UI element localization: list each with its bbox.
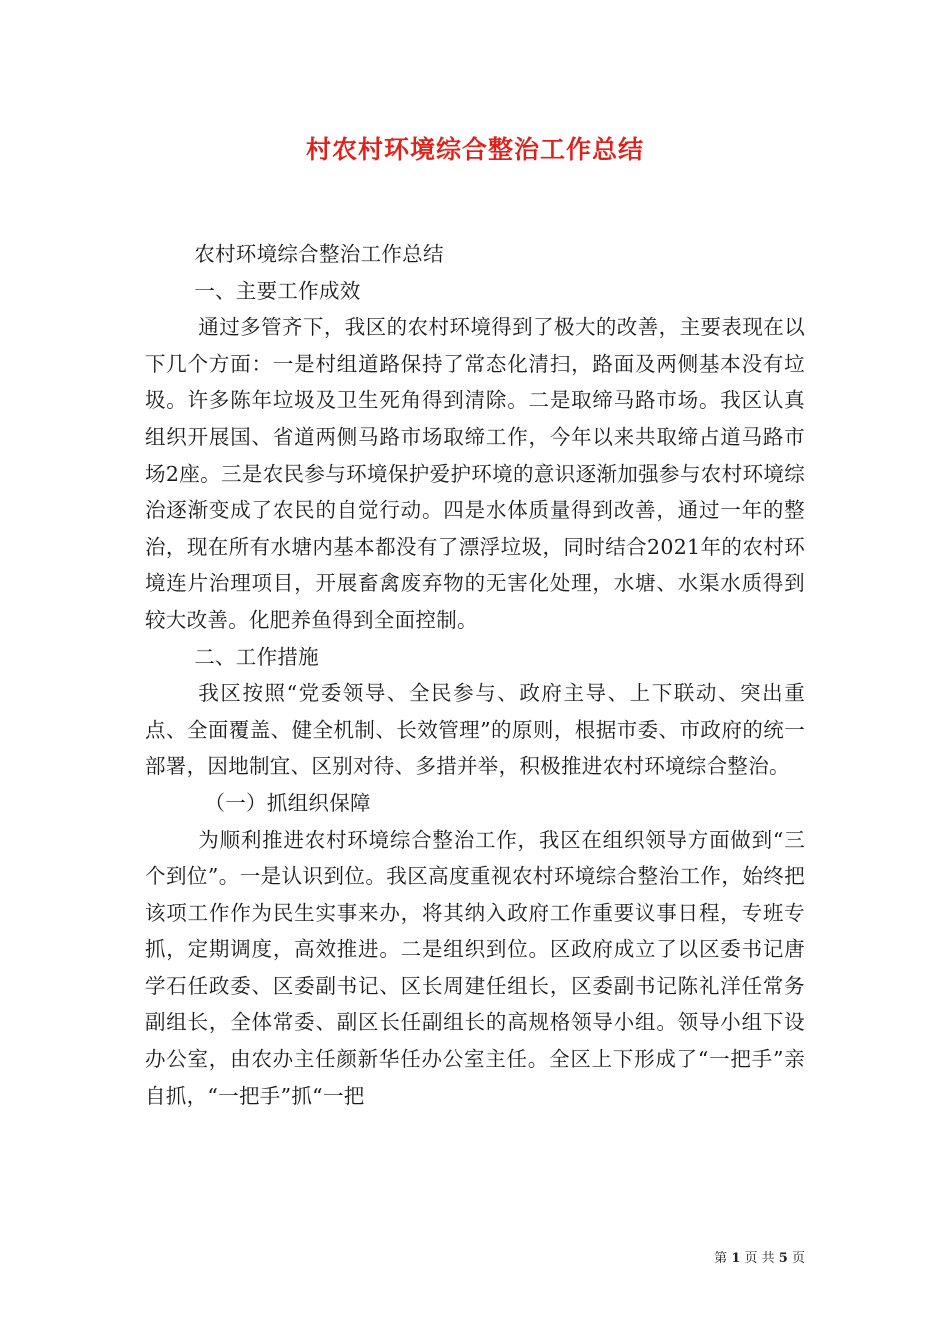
section-paragraph-2: 我区按照“党委领导、全民参与、政府主导、上下联动、突出重点、全面覆盖、健全机制、长效管理”的原则，根据市委、市政府的统一部署，因地制宜、区别对待、多措并举，积极推进农村环境综合整治。 [145, 681, 805, 779]
document-subtitle: 农村环境综合整治工作总结 [194, 242, 444, 266]
document-body [145, 236, 805, 1114]
section-heading-2: 二、工作措施 [194, 644, 319, 669]
footer-current-page: 1 [731, 1251, 741, 1266]
page-footer [714, 1247, 805, 1266]
section-heading-1: 一、主要工作成效 [194, 278, 361, 303]
footer-total-pages: 5 [778, 1251, 788, 1266]
footer-prefix: 第 [714, 1251, 728, 1266]
document-title: 村农村环境综合整治工作总结 [305, 135, 644, 164]
footer-middle: 页 共 [744, 1251, 775, 1266]
footer-suffix: 页 [791, 1251, 805, 1266]
subsection-heading-1: （一）抓组织保障 [204, 790, 371, 815]
subsection-paragraph-1: 为顺利推进农村环境综合整治工作，我区在组织领导方面做到“三个到位”。一是认识到位。我区高度重视农村环境综合整治工作，始终把该项工作作为民生实事来办，将其纳入政府工作重要议事日程，专班专抓，定期调度，高效推进。二是组织到位。区政府成立了以区委书记唐学石任政委、区委副书记、区长周建任组长，区委副书记陈礼洋任常务副组长，全体常委、副区长任副组长的高规格领导小组。领导小组下设办公室，由农办主任颜新华任办公室主任。全区上下形成了“一把手”亲自抓，“一把手”抓“一把 [145, 827, 805, 1108]
section-paragraph-1: 通过多管齐下，我区的农村环境得到了极大的改善，主要表现在以下几个方面：一是村组道路保持了常态化清扫，路面及两侧基本没有垃圾。许多陈年垃圾及卫生死角得到清除。二是取缔马路市场。我区认真组织开展国、省道两侧马路市场取缔工作，今年以来共取缔占道马路市场2座。三是农民参与环境保护爱护环境的意识逐渐加强参与农村环境综治逐渐变成了农民的自觉行动。四是水体质量得到改善，通过一年的整治，现在所有水塘内基本都没有了漂浮垃圾，同时结合2021年的农村环境连片治理项目，开展畜禽废弃物的无害化处理，水塘、水渠水质得到较大改善。化肥养鱼得到全面控制。 [145, 315, 805, 632]
